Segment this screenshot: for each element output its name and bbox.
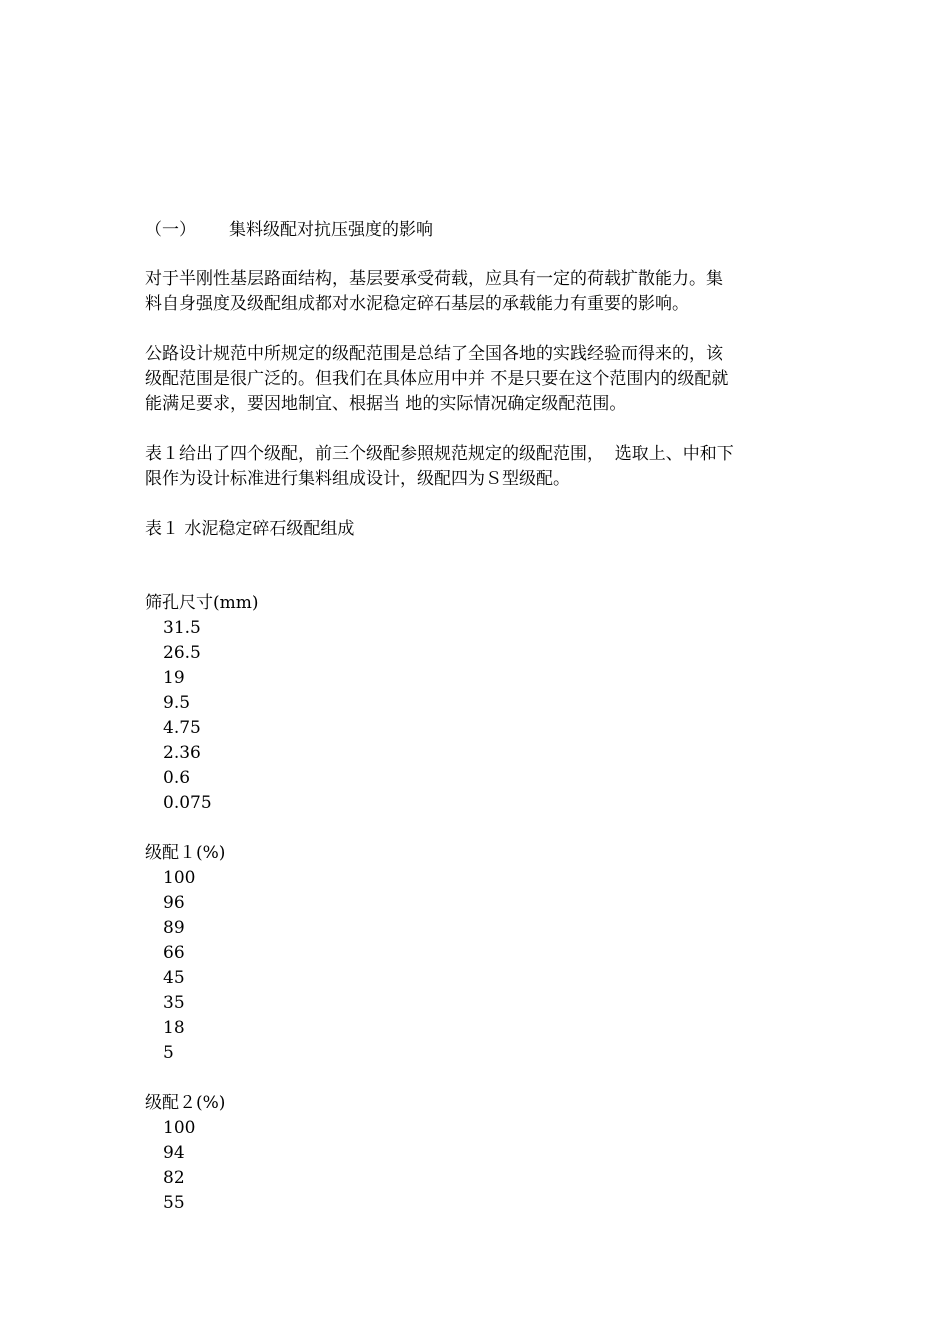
paragraph-line: 限作为设计标准进行集料组成设计，级配四为Ｓ型级配。 <box>145 469 570 489</box>
paragraph-line: 表１给出了四个级配，前三个级配参照规范规定的级配范围， 选取上、中和下 <box>145 444 734 464</box>
table-columns <box>145 591 815 1216</box>
paragraph-line: 公路设计规范中所规定的级配范围是总结了全国各地的实践经验而得来的，该 <box>145 344 723 364</box>
section-heading <box>145 218 815 243</box>
paragraph-1 <box>145 267 815 317</box>
table-cell: 89 <box>163 918 185 938</box>
table-column-values <box>145 866 815 1066</box>
table-cell: 18 <box>163 1018 185 1038</box>
table-cell: 31.5 <box>163 618 201 638</box>
section-title: 集料级配对抗压强度的影响 <box>229 220 433 240</box>
table-cell: 96 <box>163 893 185 913</box>
table-cell: 26.5 <box>163 643 201 663</box>
table-column-header: 级配２(%) <box>145 1093 226 1113</box>
table-column-block <box>145 841 815 1066</box>
table-column-header: 筛孔尺寸(mm) <box>145 593 259 613</box>
table-column-values <box>145 1116 815 1216</box>
table-column-header: 级配１(%) <box>145 843 226 863</box>
table-cell: 94 <box>163 1143 185 1163</box>
table-cell: 0.075 <box>163 793 212 813</box>
table-cell: 82 <box>163 1168 185 1188</box>
table-cell: 100 <box>163 868 196 888</box>
table-cell: 4.75 <box>163 718 201 738</box>
paragraph-line: 级配范围是很广泛的。但我们在具体应用中并 不是只要在这个范围内的级配就 <box>145 369 729 389</box>
paragraph-2 <box>145 342 815 417</box>
paragraph-line: 能满足要求，要因地制宜、根据当 地的实际情况确定级配范围。 <box>145 394 627 414</box>
table-cell: 35 <box>163 993 185 1013</box>
table-caption: 表１ 水泥稳定碎石级配组成 <box>145 519 355 539</box>
table-cell: 45 <box>163 968 185 988</box>
table-cell: 9.5 <box>163 693 191 713</box>
table-cell: 100 <box>163 1118 196 1138</box>
section-number: （一） <box>145 220 196 240</box>
table-cell: 2.36 <box>163 743 201 763</box>
table-cell: 5 <box>163 1043 174 1063</box>
paragraph-line: 料自身强度及级配组成都对水泥稳定碎石基层的承载能力有重要的影响。 <box>145 294 689 314</box>
table-cell: 19 <box>163 668 185 688</box>
paragraph-line: 对于半刚性基层路面结构，基层要承受荷载，应具有一定的荷载扩散能力。集 <box>145 269 723 289</box>
paragraph-3 <box>145 442 815 492</box>
table-column-values <box>145 616 815 816</box>
table-column-block <box>145 1091 815 1216</box>
table-column-block <box>145 591 815 816</box>
table-cell: 55 <box>163 1193 185 1213</box>
document-page <box>145 218 815 1241</box>
table-cell: 66 <box>163 943 185 963</box>
table-cell: 0.6 <box>163 768 191 788</box>
